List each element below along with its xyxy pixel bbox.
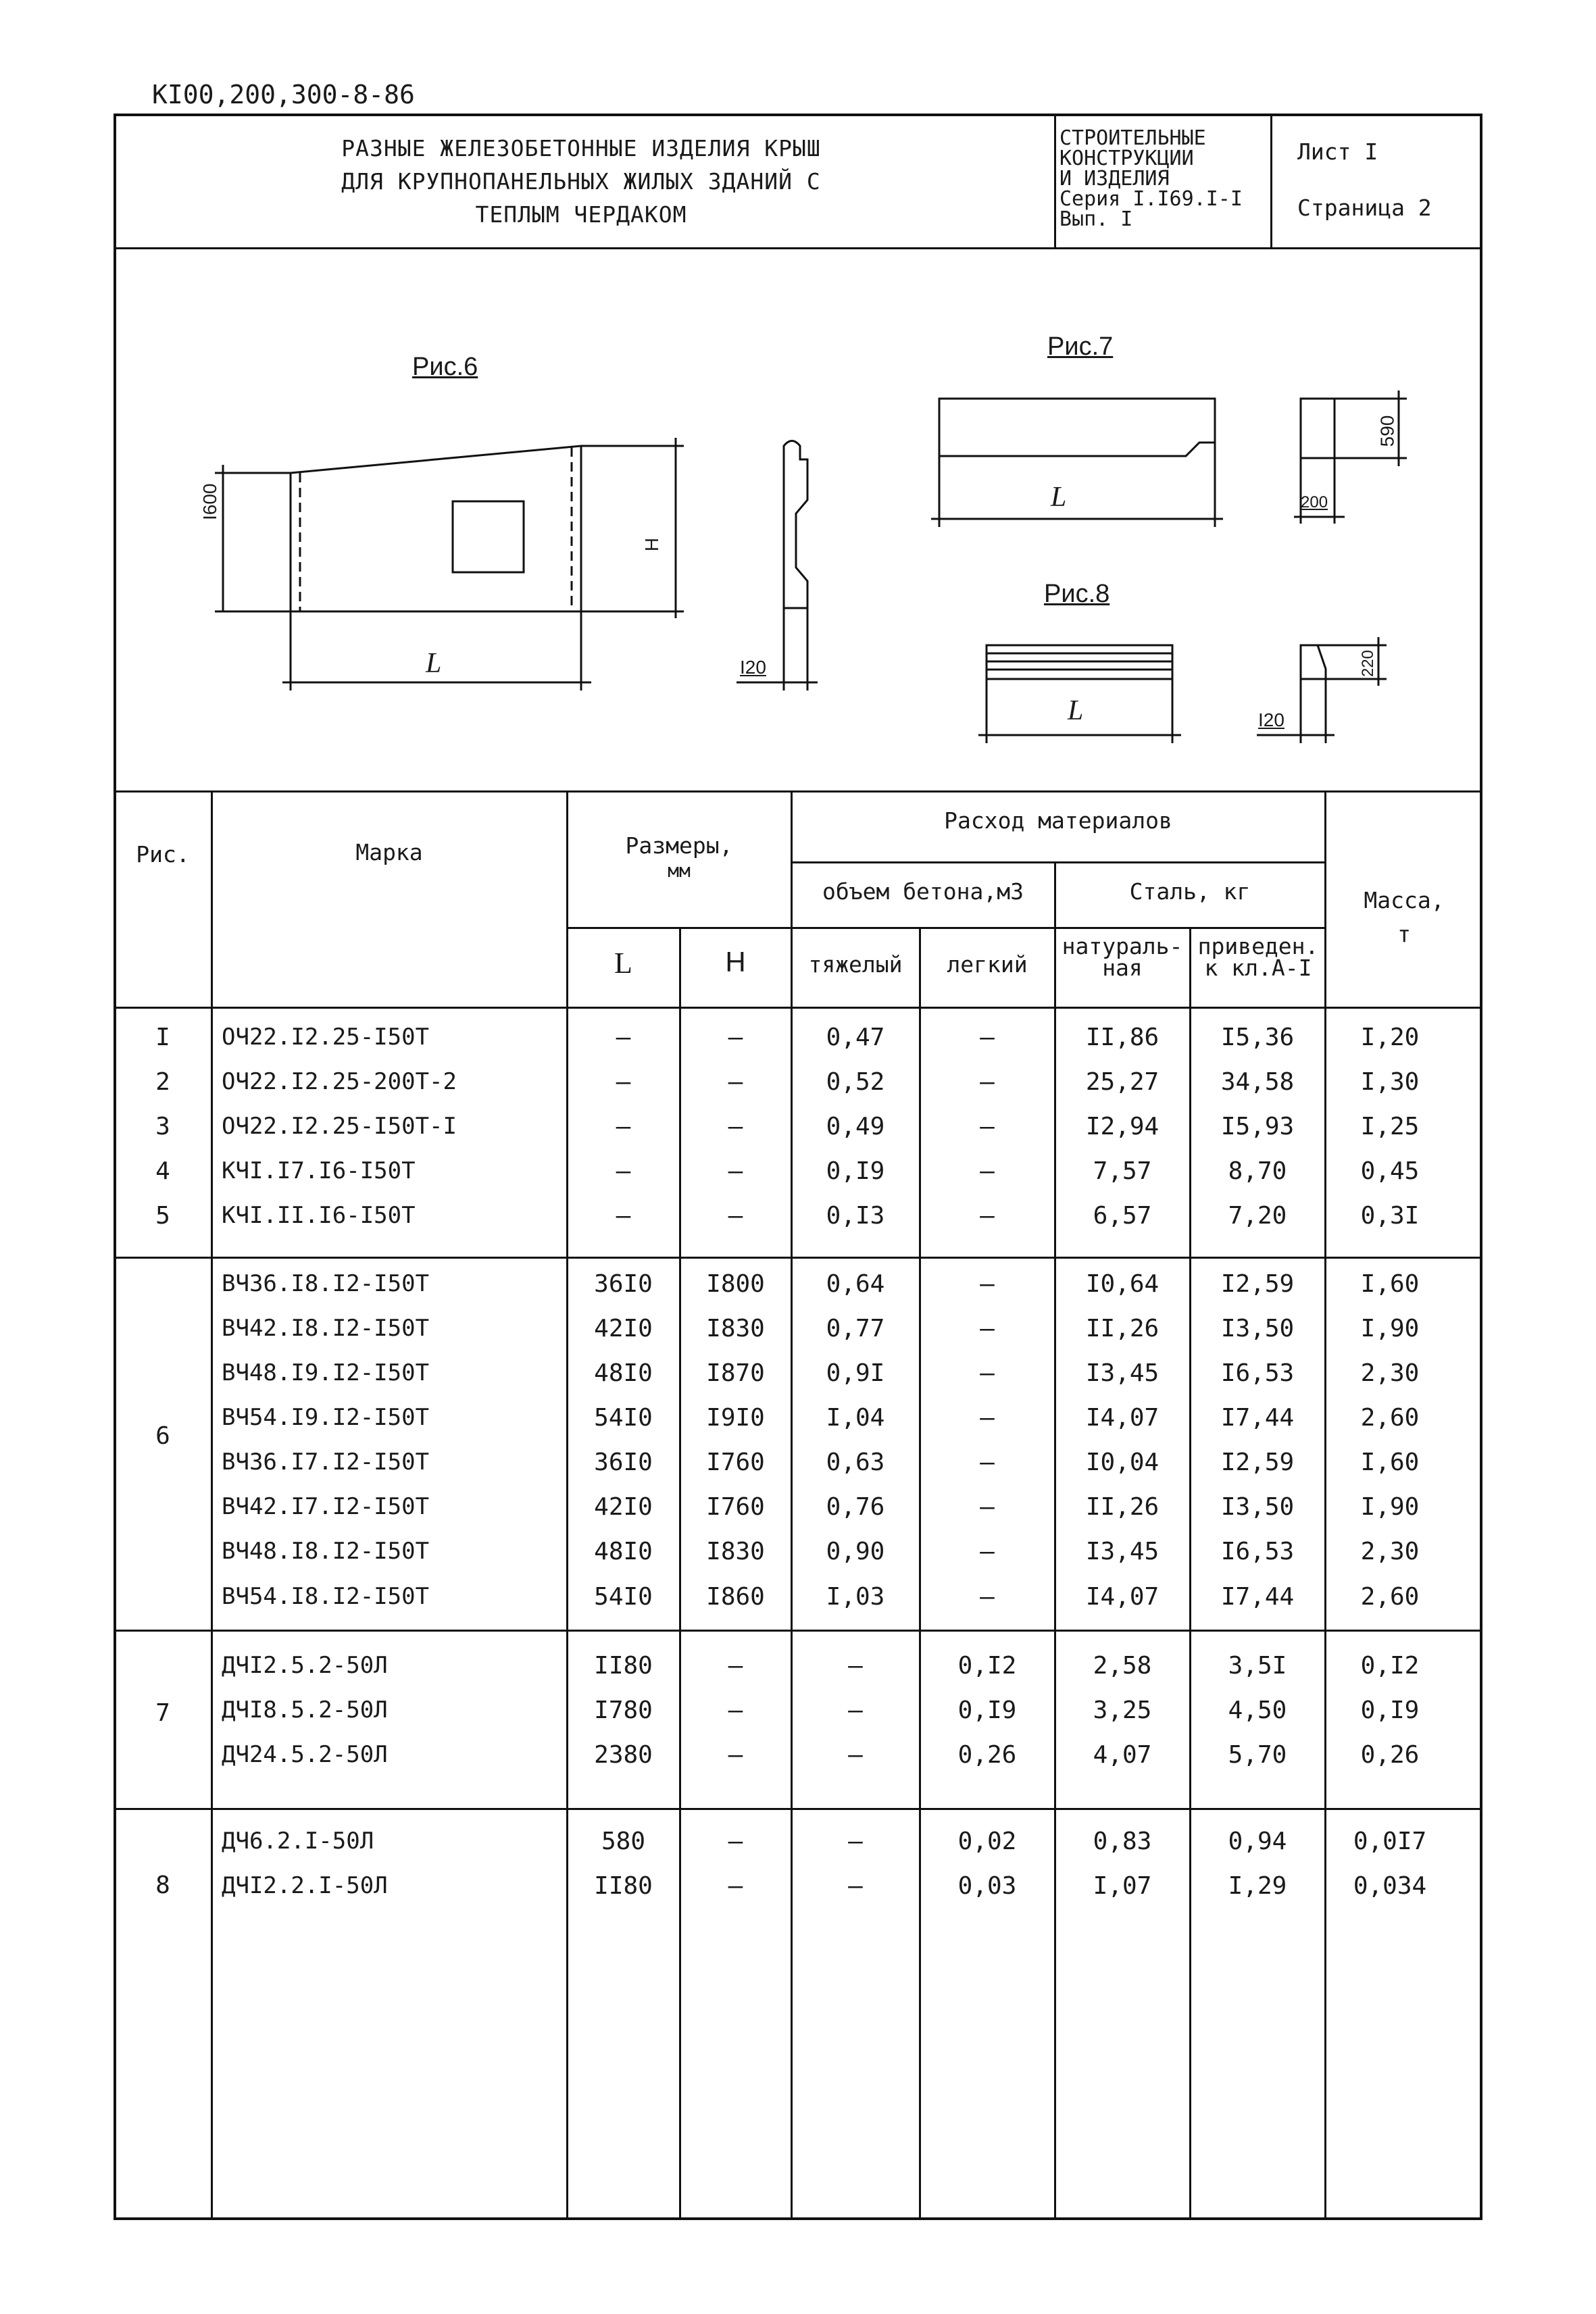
group-fig: 8	[155, 1871, 170, 1899]
row-fig: 5	[155, 1202, 170, 1230]
cell-mass: 0,26	[1360, 1741, 1420, 1769]
cell-natural: 2,58	[1093, 1652, 1152, 1680]
cell-mark: ВЧ48.I8.I2-I50Т	[222, 1538, 430, 1565]
cell-heavy: 0,64	[826, 1270, 885, 1298]
header-mark: Марка	[355, 839, 423, 865]
cell-mass: I,90	[1360, 1315, 1420, 1342]
header-sizes: Размеры,	[625, 832, 733, 859]
cell-light: 0,02	[957, 1828, 1017, 1855]
header-reduced-line: приведен.	[1197, 933, 1319, 959]
fig7-L-dim: L	[1051, 482, 1067, 513]
cell-light: –	[980, 1157, 995, 1185]
cell-H: I800	[706, 1270, 765, 1298]
cell-mass: 0,45	[1360, 1157, 1420, 1185]
cell-mass: I,60	[1360, 1449, 1420, 1476]
cell-reduced: I5,93	[1220, 1113, 1295, 1140]
cell-natural: 0,83	[1093, 1828, 1152, 1855]
cell-heavy: 0,I9	[826, 1157, 885, 1185]
table-subheader-line	[791, 861, 1324, 863]
cell-mark: КЧI.I7.I6-I50Т	[222, 1157, 416, 1184]
cell-heavy: 0,9I	[826, 1359, 885, 1387]
cell-heavy: –	[848, 1696, 863, 1724]
cell-heavy: I,03	[826, 1583, 885, 1611]
cell-H: –	[728, 1872, 743, 1900]
cell-mass: I,90	[1360, 1493, 1420, 1521]
fig6-section	[784, 441, 807, 609]
cell-H: –	[728, 1157, 743, 1185]
header-mass	[1326, 884, 1482, 951]
header-H: H	[725, 946, 746, 978]
header-steel: Сталь, кг	[1129, 878, 1251, 905]
header-natural-line: ная	[1102, 955, 1143, 981]
cell-reduced: I2,59	[1220, 1270, 1295, 1298]
header-mass-line: Масса,	[1364, 887, 1445, 913]
cell-L: –	[616, 1113, 631, 1140]
header-natural-line: натураль-	[1062, 933, 1183, 959]
cell-heavy: 0,76	[826, 1493, 885, 1521]
fig8-label: Рис.8	[1044, 580, 1110, 608]
cell-heavy: 0,63	[826, 1449, 885, 1476]
header-concrete: объем бетона,м3	[822, 878, 1024, 905]
cell-light: –	[980, 1404, 995, 1432]
header-heavy: тяжелый	[808, 951, 903, 978]
group-fig: 6	[155, 1422, 170, 1450]
cell-mark: ДЧ24.5.2-50Л	[222, 1741, 388, 1768]
cell-reduced: 34,58	[1220, 1068, 1295, 1096]
fig6-H-dim: H	[641, 537, 663, 552]
group-fig: 7	[155, 1699, 170, 1727]
title-line: РАЗНЫЕ ЖЕЛЕЗОБЕТОННЫЕ ИЗДЕЛИЯ КРЫШ	[341, 135, 821, 161]
cell-heavy: 0,52	[826, 1068, 885, 1096]
cell-mass: I,60	[1360, 1270, 1420, 1298]
cell-natural: I4,07	[1085, 1583, 1159, 1611]
table-header-bottom	[114, 1007, 1482, 1009]
cell-light: –	[980, 1024, 995, 1051]
fig7-width-dim: 200	[1301, 493, 1328, 511]
cell-L: 2380	[594, 1741, 653, 1769]
cell-light: –	[980, 1359, 995, 1387]
cell-natural: I0,04	[1085, 1449, 1159, 1476]
fig8-width-dim: I20	[1258, 709, 1285, 730]
cell-L: 48I0	[594, 1538, 653, 1565]
cell-natural: I4,07	[1085, 1404, 1159, 1432]
cell-heavy: 0,I3	[826, 1202, 885, 1230]
cell-light: –	[980, 1583, 995, 1611]
table-top-line	[114, 790, 1482, 793]
cell-L: 48I0	[594, 1359, 653, 1387]
stamp-line: Серия I.I69.I-I	[1059, 187, 1243, 211]
cell-H: –	[728, 1024, 743, 1051]
cell-mass: 2,60	[1360, 1583, 1420, 1611]
cell-reduced: I7,44	[1220, 1583, 1295, 1611]
row-fig: 4	[155, 1157, 170, 1185]
cell-H: –	[728, 1696, 743, 1724]
cell-H: –	[728, 1202, 743, 1230]
cell-L: –	[616, 1068, 631, 1096]
cell-natural: 6,57	[1093, 1202, 1152, 1230]
cell-mass: 0,I2	[1360, 1652, 1420, 1680]
fig6-L-dim: L	[426, 648, 442, 679]
cell-natural: I0,64	[1085, 1270, 1159, 1298]
fig8-L-dim: L	[1068, 695, 1084, 726]
cell-mark: ВЧ42.I8.I2-I50Т	[222, 1315, 430, 1342]
fig6-label: Рис.6	[412, 353, 478, 381]
cell-light: –	[980, 1449, 995, 1476]
cell-reduced: 3,5I	[1228, 1652, 1287, 1680]
cell-mark: ВЧ54.I9.I2-I50Т	[222, 1404, 430, 1431]
header-mass-line: т	[1397, 921, 1411, 947]
cell-reduced: I5,36	[1220, 1024, 1295, 1051]
cell-mass: 0,3I	[1360, 1202, 1420, 1230]
title-line: ДЛЯ КРУПНОПАНЕЛЬНЫХ ЖИЛЫХ ЗДАНИЙ С	[341, 168, 821, 195]
cell-L: 580	[601, 1828, 646, 1855]
cell-light: 0,I9	[957, 1696, 1017, 1724]
fig8-section	[1301, 645, 1326, 679]
cell-heavy: 0,90	[826, 1538, 885, 1565]
cell-mark: ВЧ42.I7.I2-I50Т	[222, 1493, 430, 1520]
cell-L: II80	[594, 1652, 653, 1680]
cell-reduced: I7,44	[1220, 1404, 1295, 1432]
cell-H: I9I0	[706, 1404, 765, 1432]
col-line	[211, 790, 213, 2220]
stamp-line: КОНСТРУКЦИИ	[1059, 147, 1194, 170]
cell-mark: ОЧ22.I2.25-I50Т	[222, 1024, 430, 1051]
cell-reduced: 5,70	[1228, 1741, 1287, 1769]
cell-heavy: 0,77	[826, 1315, 885, 1342]
document-code: КI00,200,300-8-86	[152, 80, 415, 109]
cell-natural: 3,25	[1093, 1696, 1152, 1724]
fig7-section	[1301, 399, 1335, 458]
cell-H: I760	[706, 1493, 765, 1521]
cell-mark: ОЧ22.I2.25-I50Т-I	[222, 1113, 457, 1140]
cell-mark: ДЧI8.5.2-50Л	[222, 1696, 388, 1724]
cell-natural: II,26	[1085, 1315, 1159, 1342]
group-divider	[114, 1257, 1482, 1259]
cell-reduced: 7,20	[1228, 1202, 1287, 1230]
cell-reduced: I2,59	[1220, 1449, 1295, 1476]
cell-natural: I2,94	[1085, 1113, 1159, 1140]
fig6-opening	[453, 501, 524, 572]
cell-natural: I3,45	[1085, 1538, 1159, 1565]
cell-natural: II,86	[1085, 1024, 1159, 1051]
cell-L: –	[616, 1157, 631, 1185]
cell-mark: ВЧ36.I8.I2-I50Т	[222, 1270, 430, 1297]
cell-H: –	[728, 1741, 743, 1769]
header-sizes-unit: мм	[668, 859, 691, 882]
stamp-line: И ИЗДЕЛИЯ	[1059, 167, 1170, 191]
row-fig: 3	[155, 1113, 170, 1140]
row-fig: I	[155, 1024, 170, 1051]
cell-H: –	[728, 1113, 743, 1140]
cell-reduced: I3,50	[1220, 1315, 1295, 1342]
stamp-line: Вып. I	[1059, 207, 1133, 231]
cell-natural: 25,27	[1085, 1068, 1159, 1096]
cell-L: –	[616, 1202, 631, 1230]
cell-mass: 0,0I7	[1353, 1828, 1427, 1855]
cell-L: 54I0	[594, 1583, 653, 1611]
cell-L: 54I0	[594, 1404, 653, 1432]
cell-mass: I,20	[1360, 1024, 1420, 1051]
stamp-line: СТРОИТЕЛЬНЫЕ	[1059, 126, 1206, 150]
cell-heavy: 0,49	[826, 1113, 885, 1140]
cell-light: –	[980, 1270, 995, 1298]
cell-L: 42I0	[594, 1315, 653, 1342]
title-line: ТЕПЛЫМ ЧЕРДАКОМ	[475, 201, 687, 228]
cell-mass: I,25	[1360, 1113, 1420, 1140]
cell-heavy: –	[848, 1828, 863, 1855]
cell-H: I760	[706, 1449, 765, 1476]
cell-light: –	[980, 1068, 995, 1096]
header-L: L	[614, 947, 632, 980]
cell-L: II80	[594, 1872, 653, 1900]
cell-H: I860	[706, 1583, 765, 1611]
cell-reduced: I,29	[1228, 1872, 1287, 1900]
cell-light: –	[980, 1113, 995, 1140]
cell-L: 36I0	[594, 1449, 653, 1476]
cell-H: –	[728, 1828, 743, 1855]
cell-mass: 2,60	[1360, 1404, 1420, 1432]
header-reduced-line: к кл.А-I	[1204, 955, 1312, 981]
fig7-height-dim: 590	[1376, 415, 1398, 447]
cell-H: –	[728, 1068, 743, 1096]
cell-mass: I,30	[1360, 1068, 1420, 1096]
cell-reduced: 0,94	[1228, 1828, 1287, 1855]
fig6-panel-outline	[291, 446, 581, 611]
header-fig: Рис.	[136, 841, 190, 867]
cell-H: I830	[706, 1315, 765, 1342]
cell-mark: ДЧ6.2.I-50Л	[222, 1828, 374, 1855]
cell-reduced: 4,50	[1228, 1696, 1287, 1724]
cell-reduced: I6,53	[1220, 1538, 1295, 1565]
cell-natural: 7,57	[1093, 1157, 1152, 1185]
cell-natural: I3,45	[1085, 1359, 1159, 1387]
cell-mass: 2,30	[1360, 1538, 1420, 1565]
fig7-label: Рис.7	[1047, 332, 1114, 361]
fig6-thickness-dim: I20	[740, 657, 766, 678]
cell-light: –	[980, 1493, 995, 1521]
cell-reduced: I6,53	[1220, 1359, 1295, 1387]
row-fig: 2	[155, 1068, 170, 1096]
cell-L: 36I0	[594, 1270, 653, 1298]
cell-L: 42I0	[594, 1493, 653, 1521]
cell-natural: 4,07	[1093, 1741, 1152, 1769]
cell-heavy: –	[848, 1652, 863, 1680]
cell-mark: ДЧI2.5.2-50Л	[222, 1652, 388, 1679]
cell-light: 0,I2	[957, 1652, 1017, 1680]
cell-heavy: 0,47	[826, 1024, 885, 1051]
cell-L: I780	[594, 1696, 653, 1724]
group-divider	[114, 1630, 1482, 1632]
cell-H: I870	[706, 1359, 765, 1387]
cell-heavy: –	[848, 1872, 863, 1900]
header-light: легкий	[947, 951, 1028, 978]
cell-light: –	[980, 1315, 995, 1342]
cell-light: –	[980, 1538, 995, 1565]
cell-reduced: 8,70	[1228, 1157, 1287, 1185]
header-natural	[1055, 933, 1189, 981]
cell-natural: I,07	[1093, 1872, 1152, 1900]
cell-mark: КЧI.II.I6-I50Т	[222, 1202, 416, 1229]
cell-heavy: I,04	[826, 1404, 885, 1432]
cell-natural: II,26	[1085, 1493, 1159, 1521]
cell-light: –	[980, 1202, 995, 1230]
cell-mark: ВЧ48.I9.I2-I50Т	[222, 1359, 430, 1386]
page-number: Страница 2	[1297, 195, 1432, 221]
cell-L: –	[616, 1024, 631, 1051]
cell-mark: ОЧ22.I2.25-200Т-2	[222, 1068, 457, 1095]
fig7-element	[939, 399, 1215, 456]
cell-mass: 0,I9	[1360, 1696, 1420, 1724]
fig8-height-dim: 220	[1359, 649, 1378, 678]
cell-heavy: –	[848, 1741, 863, 1769]
cell-H: I830	[706, 1538, 765, 1565]
cell-reduced: I3,50	[1220, 1493, 1295, 1521]
cell-light: 0,26	[957, 1741, 1017, 1769]
cell-mark: ДЧI2.2.I-50Л	[222, 1872, 388, 1899]
cell-mark: ВЧ54.I8.I2-I50Т	[222, 1583, 430, 1610]
group-divider	[114, 1808, 1482, 1810]
cell-mass: 2,30	[1360, 1359, 1420, 1387]
fig6-height-dim: I600	[199, 483, 220, 520]
cell-mark: ВЧ36.I7.I2-I50Т	[222, 1449, 430, 1476]
header-reduced	[1191, 933, 1326, 981]
header-consumption: Расход материалов	[944, 807, 1172, 834]
cell-light: 0,03	[957, 1872, 1017, 1900]
cell-H: –	[728, 1652, 743, 1680]
cell-mass: 0,034	[1353, 1872, 1427, 1900]
sheet-number: Лист I	[1297, 139, 1378, 165]
